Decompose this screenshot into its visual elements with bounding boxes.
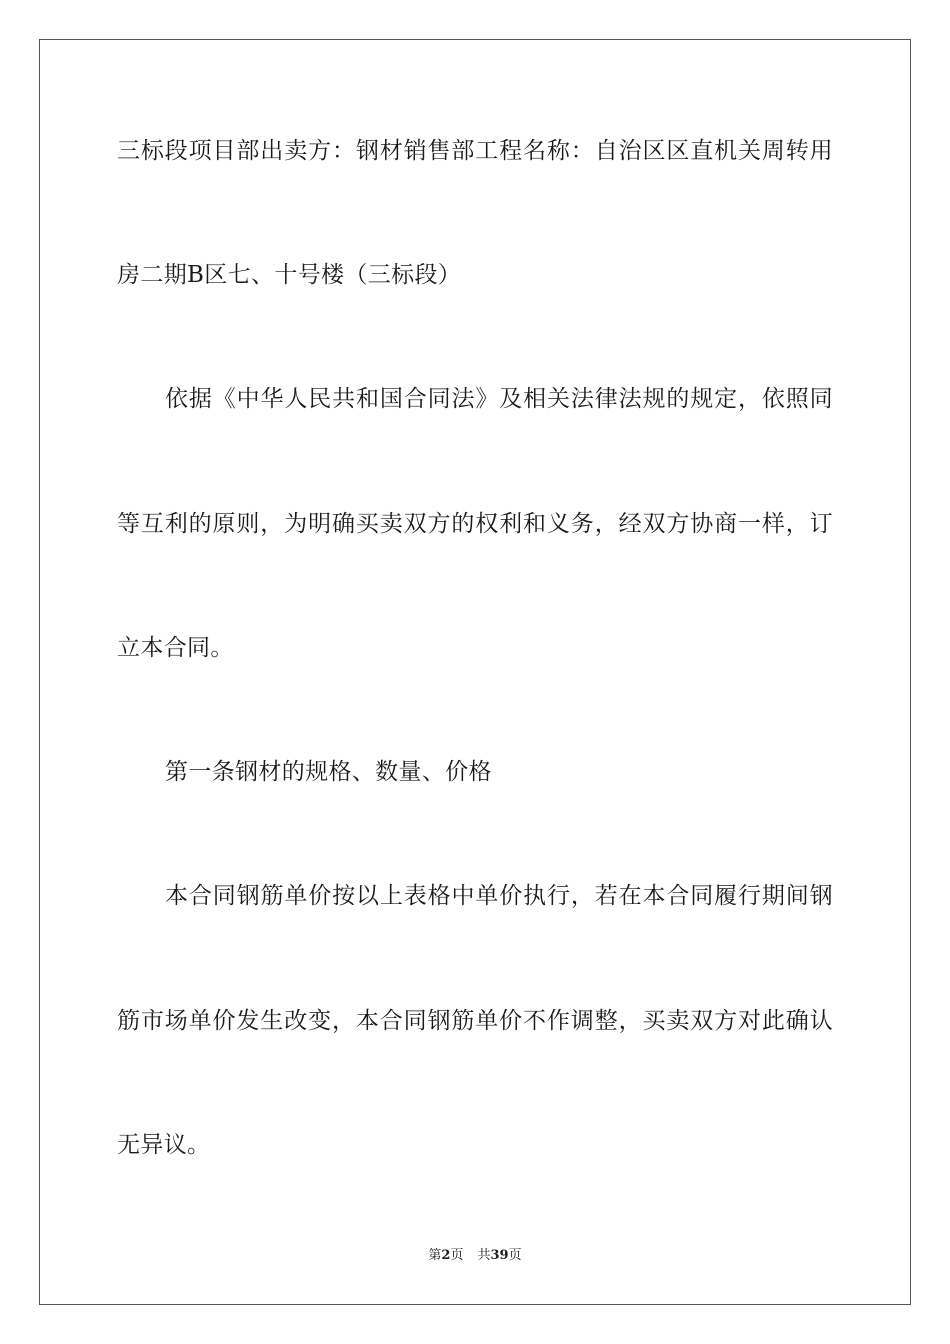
text-line-2: 房二期B区七、十号楼（三标段） (117, 262, 462, 288)
text-line-8: 筋市场单价发生改变，本合同钢筋单价不作调整，买卖双方对此确认 (117, 1008, 833, 1034)
paragraph-start-line-2: 本合同钢筋单价按以上表格中单价执行，若在本合同履行期间钢 (165, 883, 833, 909)
total-prefix: 共 (477, 1248, 491, 1263)
page-total: 39 (490, 1248, 509, 1263)
page-prefix: 第 (428, 1248, 442, 1263)
text-line-9: 无异议。 (117, 1132, 211, 1158)
text-line-5: 立本合同。 (117, 635, 234, 661)
page-unit: 页 (450, 1248, 464, 1263)
page-current: 2 (441, 1248, 451, 1263)
section-heading: 第一条钢材的规格、数量、价格 (165, 759, 492, 785)
total-unit: 页 (508, 1248, 522, 1263)
paragraph-start-line: 依据《中华人民共和国合同法》及相关法律法规的规定，依照同 (165, 386, 833, 412)
page-footer (0, 1248, 950, 1264)
page-frame (39, 39, 911, 1305)
text-line-1: 三标段项目部出卖方：钢材销售部工程名称：自治区区直机关周转用 (117, 138, 833, 164)
text-line-4: 等互利的原则，为明确买卖双方的权利和义务，经双方协商一样，订 (117, 511, 833, 537)
